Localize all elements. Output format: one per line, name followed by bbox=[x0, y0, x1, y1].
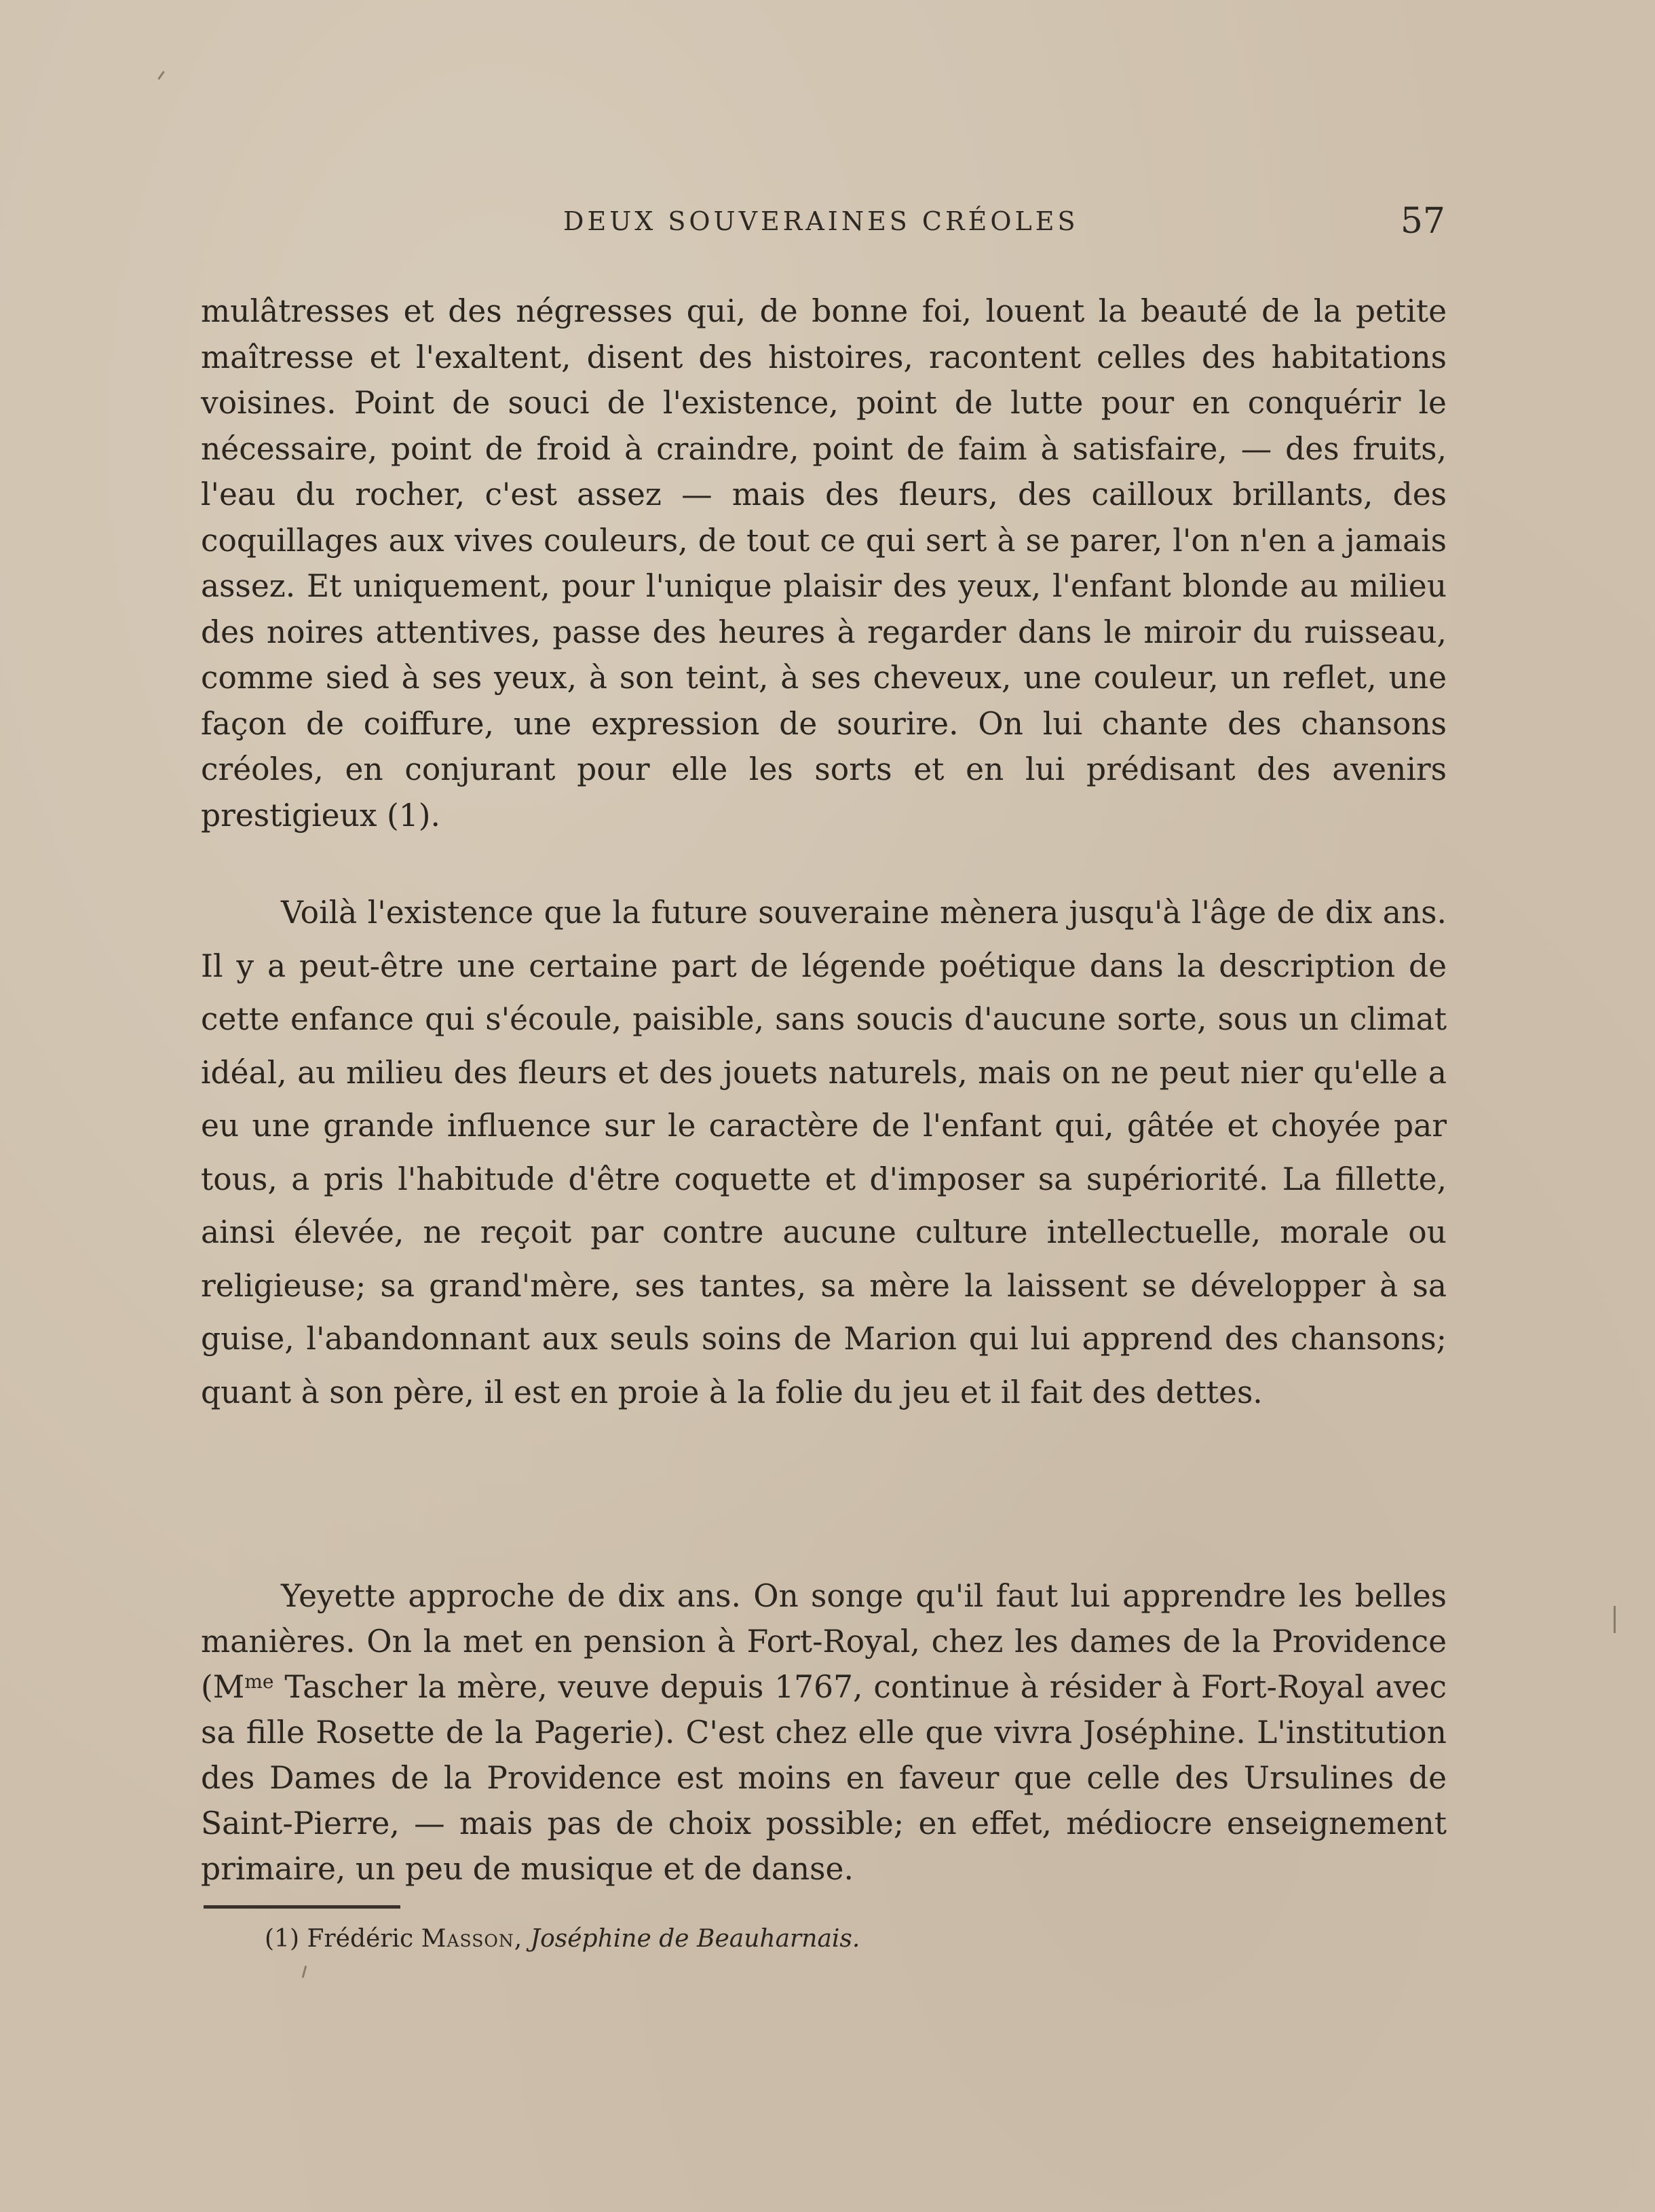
footnote-author-last: Masson, bbox=[421, 1925, 523, 1953]
paper-speck bbox=[1614, 1606, 1616, 1633]
paragraph-3-text-after: Tascher la mère, veuve depuis 1767, continue à résider à Fort-Royal avec sa fille Rosette de la Pagerie). C'est chez elle que vivra Joséphine. L'institution des Dames de la Providence est moins en faveur que celle des Ursulines de Saint-Pierre, — mais pas de choix possible; en effet, médiocre enseignement primaire, un peu de musique et de danse. bbox=[201, 1669, 1447, 1887]
paragraph-1-text: mulâtresses et des négresses qui, de bonne foi, louent la beauté de la petite maîtresse et l'exaltent, disent des histoires, racontent celles des habitations voisines. Point de souci de l'existence, point de lutte pour en conquérir le nécessaire, point de froid à craindre, point de faim à satisfaire, — des fruits, l'eau du rocher, c'est assez — mais des fleurs, des cailloux brillants, des coquillages aux vives couleurs, de tout ce qui sert à se parer, l'on n'en a jamais assez. Et uniquement, pour l'unique plaisir des yeux, l'enfant blonde au milieu des noires attentives, passe des heures à regarder dans le miroir du ruisseau, comme sied à ses yeux, à son teint, à ses cheveux, une couleur, un reflet, une façon de coiffure, une expression de sourire. On lui chante des chansons créoles, en conjurant pour elle les sorts et en lui prédisant des avenirs prestigieux (1). bbox=[201, 293, 1447, 833]
footnote-title: Joséphine de Beauharnais. bbox=[530, 1925, 860, 1953]
paragraph-2 bbox=[201, 886, 1447, 1419]
paragraph-2-text: Voilà l'existence que la future souveraine mènera jusqu'à l'âge de dix ans. Il y a peut-être une certaine part de légende poétique dans la description de cette enfance qui s'écoule, paisible, sans soucis d'aucune sorte, sous un climat idéal, au milieu des fleurs et des jouets naturels, mais on ne peut nier qu'elle a eu une grande influence sur le caractère de l'enfant qui, gâtée et choyée par tous, a pris l'habitude d'être coquette et d'imposer sa supériorité. La fillette, ainsi élevée, ne reçoit par contre aucune culture intellectuelle, morale ou religieuse; sa grand'mère, ses tantes, sa mère la laissent se développer à sa guise, l'abandonnant aux seuls soins de Marion qui lui apprend des chansons; quant à son père, il est en proie à la folie du jeu et il fait des dettes. bbox=[201, 895, 1447, 1410]
running-head bbox=[204, 201, 1445, 248]
superscript-me: me bbox=[244, 1670, 274, 1693]
running-title: DEUX SOUVERAINES CRÉOLES bbox=[563, 206, 1079, 236]
paper-speck bbox=[302, 1966, 307, 1978]
paragraph-3-text bbox=[201, 1573, 1447, 1892]
footnote-rule bbox=[204, 1905, 400, 1909]
paragraph-1 bbox=[201, 288, 1447, 838]
footnote-marker: (1) bbox=[265, 1925, 299, 1953]
paragraph-3 bbox=[201, 1573, 1447, 1892]
page-number: 57 bbox=[1400, 201, 1445, 242]
footnote-author-first: Frédéric bbox=[307, 1925, 414, 1953]
footnote bbox=[265, 1925, 860, 1953]
paper-speck bbox=[157, 71, 164, 79]
paragraph-3-text-before: Yeyette approche de dix ans. On songe qu'il faut lui apprendre les belles manières. On la met en pension à Fort-Royal, chez les dames de la Providence (M bbox=[201, 1578, 1447, 1705]
